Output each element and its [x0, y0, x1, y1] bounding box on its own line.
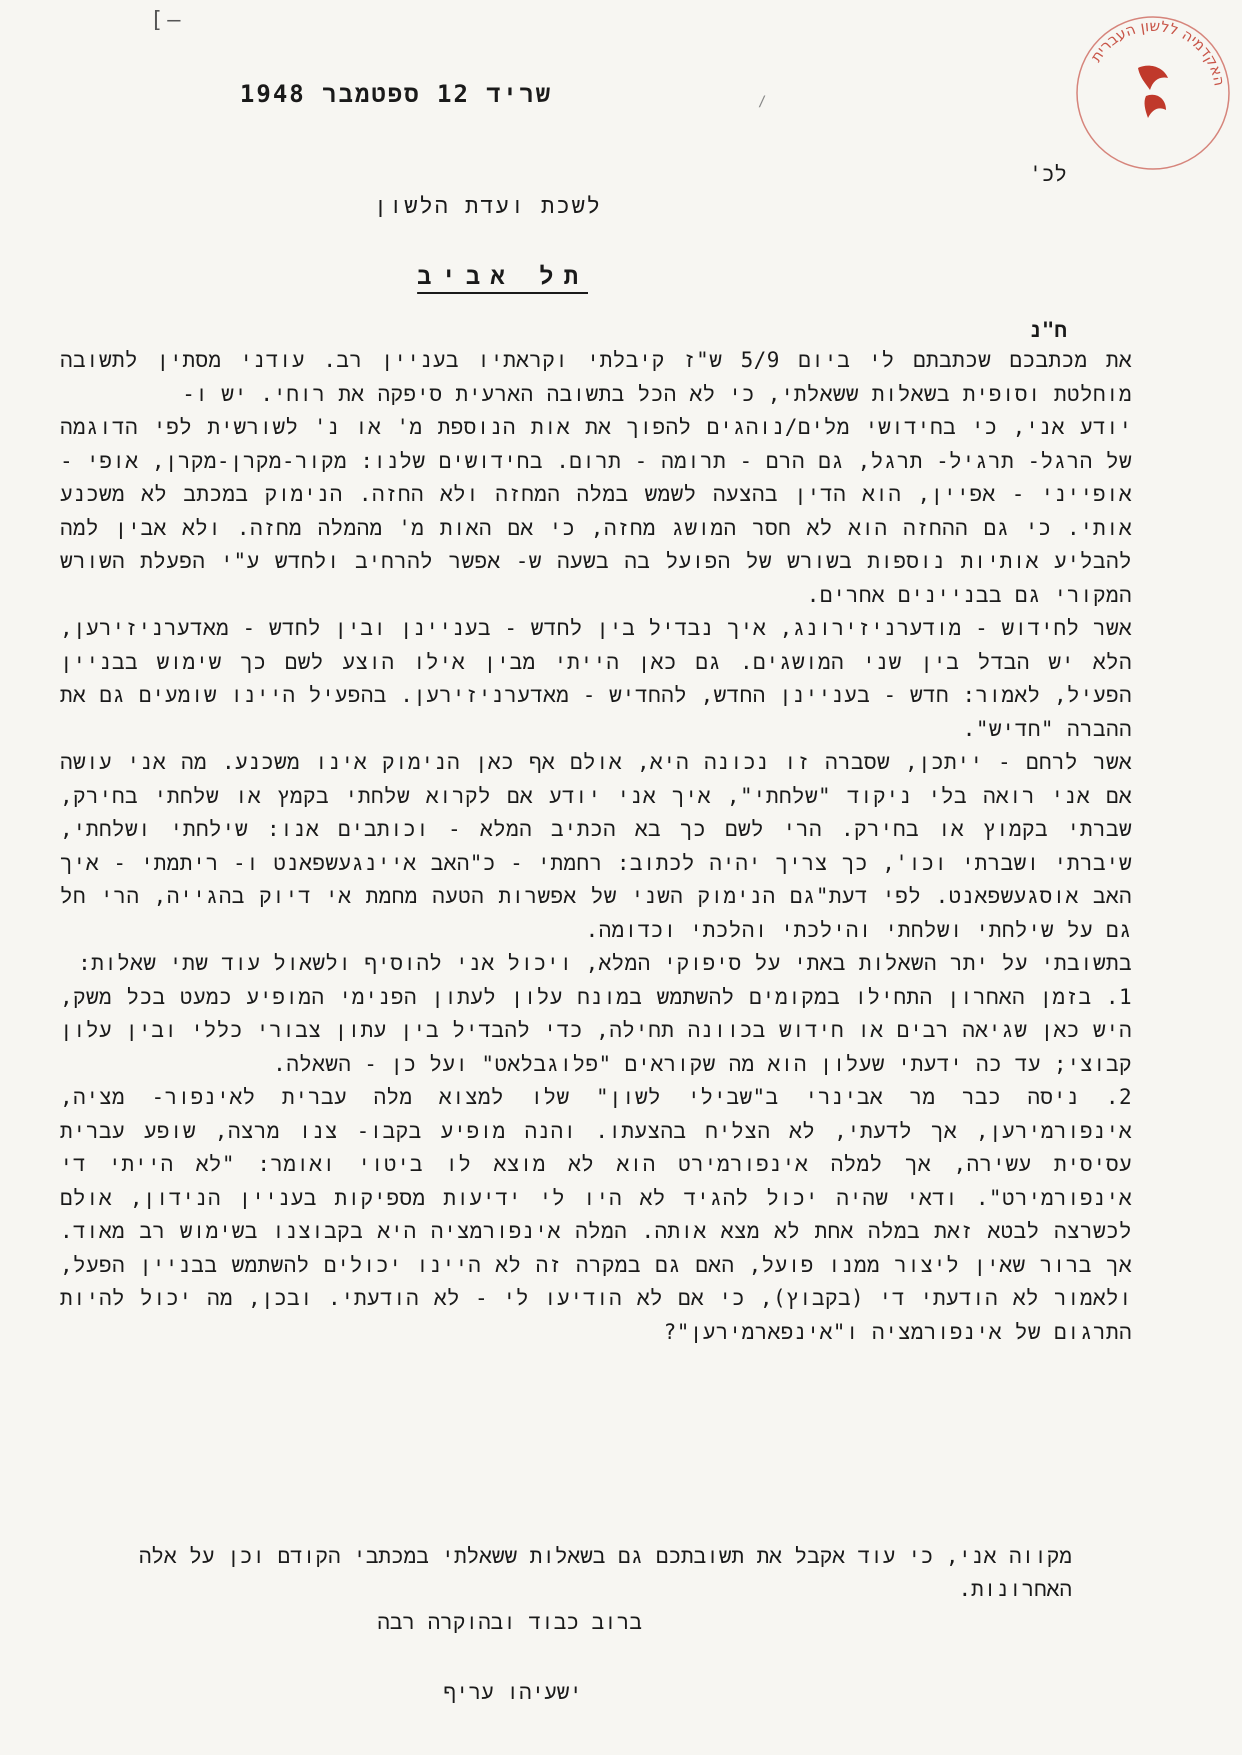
body-paragraph: אשר לחידוש - מודערניזירונג, איך נבדיל בין לחדש - בעניינן ובין לחדש - מאדערניזירען, הלא יש הבדל בין שני המושגים. גם כאן הייתי מבין אילו הוצע לשם כך שימוש בבניין הפעיל, לאמור: חדש - בעניינן החדש, להחדיש - מאדערניזירען. בהפעיל היינו שומעים גם את ההברה "חדיש".	[60, 616, 1132, 741]
recipient-city: תל אביב	[417, 262, 588, 290]
letter-body	[60, 344, 1132, 1349]
body-paragraph: 1. בזמן האחרון התחילו במקומים להשתמש במונח עלון לעתון הפנימי המופיע כמעט בכל משק, היש כאן שגיאה רבים או חידוש בכוונה תחילה, כדי להבדיל בין עתון צבורי כללי ובין עלון קבוצי; עד כה ידעתי שעלון הוא מה שקוראים "פלוגבלאט" ועל כן - השאלה.	[60, 984, 1132, 1076]
body-paragraph: 2. ניסה כבר מר אבינרי ב"שבילי לשון" שלו למצוא מלה עברית לאינפור- מציה, אינפורמירען, אך לדעתי, לא הצליח בהצעתו. והנה מופיע בקבו- צנו מרצה, שופע עברית עסיסית עשירה, אך למלה אינפורמירט הוא לא מוצא לו ביטוי ואומר: "לא הייתי די אינפורמירט". ודאי שהיה יכול להגיד לא היו לי ידיעות מספיקות בעניין הנידון, אולם לכשרצה לבטא זאת במלה אחת לא מצא אותה. המלה אינפורמציה היא בקבוצנו בשימוש רב מאוד. אך ברור שאין ליצור ממנו פועל, האם גם במקרה זה לא היינו יכולים להשתמש בבניין הפעל, ולאמור לא הודעתי די (בקבוץ), כי אם לא הודיעו לי - לא הודעתי. ובכן, מה יכול להיות התרגום של אינפורמציה ו"אינפארמירען"?	[60, 1085, 1132, 1344]
to-label: לכ'	[1029, 162, 1067, 186]
letter-date: שריד 12 ספטמבר 1948	[239, 80, 552, 108]
body-paragraph: בתשובתי על יתר השאלות באתי על סיפוקי המלא, ויכול אני להוסיף ולשאול עוד שתי שאלות:	[78, 951, 1132, 975]
recipient-office: לשכת ועדת הלשון	[373, 194, 602, 219]
body-paragraph: את מכתבכם שכתבתם לי ביום 5/9 ש"ז קיבלתי וקראתיו בעניין רב. עודני מסתין לתשובה מוחלטת וסופית בשאלות ששאלתי, כי לא הכל בתשובה הארעית סיפקה את רוחי. יש ו-	[60, 348, 1132, 406]
corner-pencil-mark: [–	[150, 8, 185, 33]
academy-stamp-icon	[1068, 8, 1238, 178]
svg-text:האקדמיה ללשון העברית: האקדמיה ללשון העברית	[1086, 16, 1229, 88]
body-paragraph: יודע אני, כי בחידושי מלים/נוהגים להפוך את אות הנוספת מ' או נ' לשורשית לפי הדוגמה של הרגל- תרגיל- תרגל, גם הרם - תרומה - תרום. בחידושים שלנו: מקור-מקרן-מקרן, אופי - אופייני - אפיין, הוא הדין בהצעה לשמש במלה המחזה ולא החזה. הנימוק במכתב לא משכנע אותי. כי גם ההחזה הוא לא חסר המושג מחזה, כי אם האות מ' מהמלה מחזה. ולא אבין למה להבליע אותיות נוספות בשורש של הפועל בה בשעה ש- אפשר להרחיב ולחדש ע"י הפעלת השורש המקורי גם בבניינים אחרים.	[60, 415, 1132, 607]
greeting: ח"נ	[1029, 318, 1067, 342]
pencil-mark: /	[758, 94, 767, 110]
regards: ברוב כבוד ובהוקרה רבה	[377, 1610, 642, 1634]
body-paragraph: אשר לרחם - ייתכן, שסברה זו נכונה היא, אולם אף כאן הנימוק אינו משכנע. מה אני עושה אם אני רואה בלי ניקוד "שלחתי", איך אני יודע אם לקרוא שלחתי בקמץ או שלחתי בחירק, שברתי בקמוץ או בחירק. הרי לשם כך בא הכתיב המלא - וכותבים אנו: שילחתי ושלחתי, שיברתי ושברתי וכו', כך צריך יהיה לכתוב: רחמתי - כ"האב איינגעשפאנט ו- ריתמתי - איך האב אוסגעשפאנט. לפי דעת"גם הנימוק השני של אפשרות הטעה מחמת אי דיוק בהגייה, הרי חל גם על שילחתי ושלחתי והילכתי והלכתי וכדומה.	[60, 750, 1132, 942]
closing-text: מקווה אני, כי עוד אקבל את תשובתכם גם בשאלות ששאלתי במכתבי הקודם וכן על אלה האחרונות.	[138, 1544, 1072, 1601]
closing-paragraph	[72, 1540, 1072, 1606]
signature: ישעיהו עריף	[443, 1680, 582, 1704]
